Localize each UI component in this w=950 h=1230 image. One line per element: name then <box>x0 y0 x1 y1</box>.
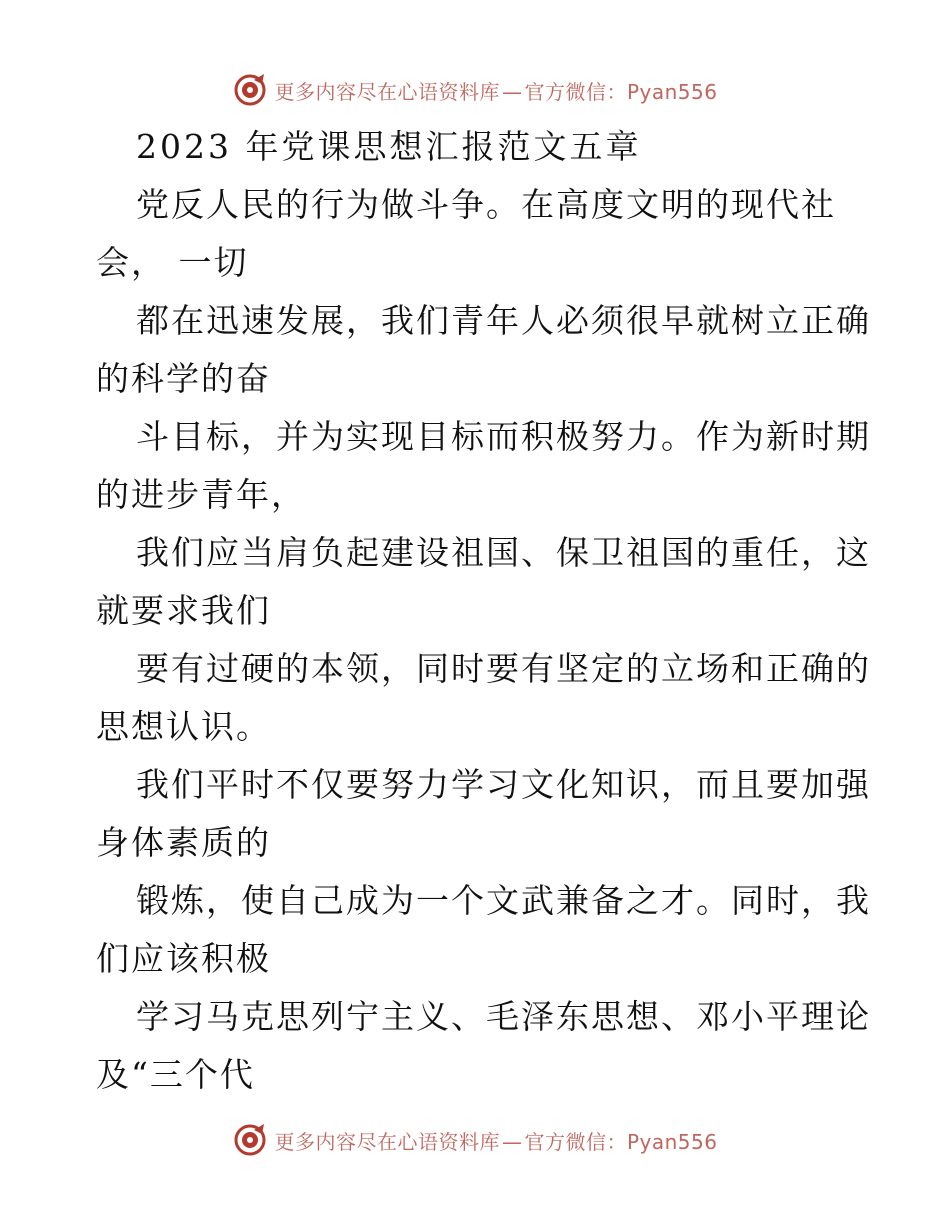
paragraph <box>96 872 871 988</box>
paragraph-line: 的进步青年， <box>96 475 306 514</box>
paragraph-line: 会， 一切 <box>96 243 249 282</box>
paragraph-line: 斗目标，并为实现目标而积极努力。作为新时期 <box>136 417 871 456</box>
paragraph <box>96 756 871 872</box>
footer-banner-wechat: 官方微信：Pyan556 <box>524 1129 718 1154</box>
paragraph-line: 都在迅速发展，我们青年人必须很早就树立正确 <box>136 301 871 340</box>
paragraph-line: 要有过硬的本领，同时要有坚定的立场和正确的 <box>136 649 871 688</box>
paragraph-line: 及“三个代 <box>96 1055 255 1094</box>
header-banner <box>0 70 950 110</box>
header-banner-wechat: 官方微信：Pyan556 <box>524 79 718 104</box>
paragraph-line: 的科学的奋 <box>96 359 271 398</box>
paragraph-line: 们应该积极 <box>96 939 271 978</box>
header-banner-separator: — <box>501 79 523 104</box>
paragraph <box>96 640 871 756</box>
paragraph-line: 党反人民的行为做斗争。在高度文明的现代社 <box>136 185 836 224</box>
paragraph-line: 我们应当肩负起建设祖国、保卫祖国的重任，这 <box>136 533 871 572</box>
pen-logo-icon <box>232 1122 268 1158</box>
paragraph-line: 思想认识。 <box>96 707 271 746</box>
paragraph-line: 锻炼，使自己成为一个文武兼备之才。同时，我 <box>136 881 871 920</box>
document-body <box>96 118 871 1104</box>
paragraph <box>96 524 871 640</box>
paragraph <box>96 988 871 1104</box>
paragraph-line: 我们平时不仅要努力学习文化知识，而且要加强 <box>136 765 871 804</box>
document-title: 2023 年党课思想汇报范文五章 <box>136 127 642 166</box>
header-banner-main: 更多内容尽在心语资料库 <box>274 79 500 104</box>
paragraph-line: 学习马克思列宁主义、毛泽东思想、邓小平理论 <box>136 997 871 1036</box>
paragraph <box>96 176 856 292</box>
paragraph <box>96 292 871 408</box>
footer-banner-main: 更多内容尽在心语资料库 <box>274 1129 500 1154</box>
footer-banner <box>0 1120 950 1160</box>
pen-logo-icon <box>232 72 268 108</box>
footer-banner-separator: — <box>501 1129 523 1154</box>
paragraph <box>96 408 871 524</box>
paragraph-line: 就要求我们 <box>96 591 271 630</box>
paragraph-line: 身体素质的 <box>96 823 271 862</box>
footer-banner-text <box>274 1126 717 1155</box>
header-banner-text <box>274 76 717 105</box>
